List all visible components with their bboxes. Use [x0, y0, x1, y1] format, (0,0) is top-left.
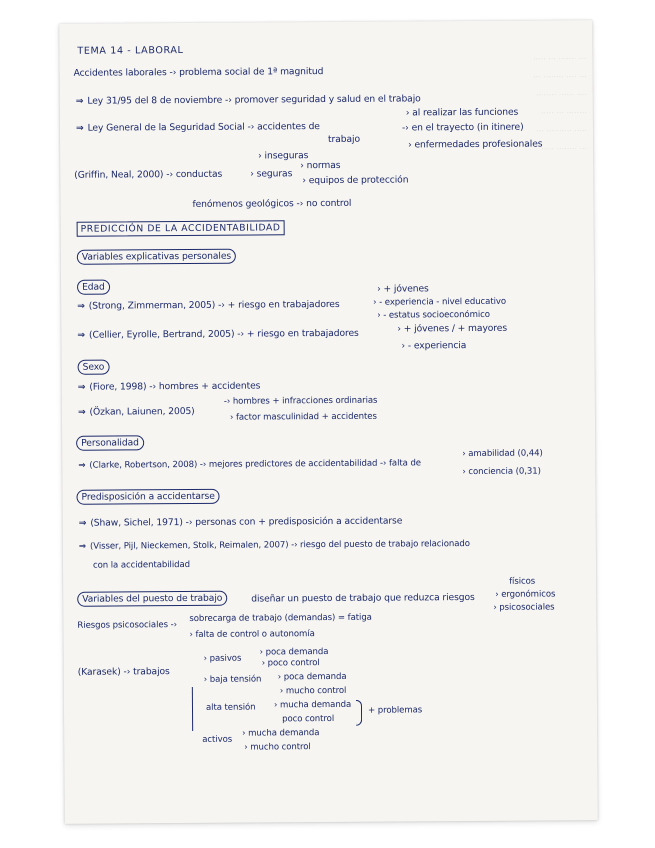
heading-predisposicion: Predisposición a accidentarse — [76, 491, 219, 503]
karasek-activos-demanda: › mucha demanda — [242, 728, 320, 739]
griffin-line: (Griffin, Neal, 2000) -› conductas — [74, 168, 223, 181]
griffin-normas: › normas — [300, 159, 341, 172]
karasek-activos: activos — [202, 734, 233, 745]
karasek-baja-control: › mucho control — [279, 685, 347, 697]
griffin-branch-inseguras: › inseguras — [258, 150, 309, 162]
cellier-branch-experiencia: › - experiencia — [401, 340, 467, 352]
ley-general-line: ⇒ Ley General de la Seguridad Social -› accidentes de — [75, 121, 320, 134]
ley-general-branch-1: › al realizar las funciones — [405, 106, 519, 119]
ozkan-branch-hombres: -› hombres + infracciones ordinarias — [223, 395, 378, 407]
riesgos-line: Riesgos psicosociales -› — [77, 620, 177, 631]
ley-general-branch-3: › enfermedades profesionales — [408, 138, 543, 151]
griffin-branch-seguras: › seguras — [250, 168, 293, 180]
karasek-bracket — [192, 687, 193, 731]
puesto-line: diseñar un puesto de trabajo que reduzca riesgos — [251, 591, 475, 605]
strong-branch-experiencia: › - experiencia - nivel educativo — [373, 296, 507, 308]
karasek-line: (Karasek) -› trabajos — [77, 666, 170, 678]
note-title: TEMA 14 - LABORAL — [77, 45, 184, 57]
fiore-line: ⇒ (Fiore, 1998) -› hombres + accidentes — [77, 380, 261, 393]
ley-general-branch-2: -› en el trayecto (in itinere) — [401, 121, 524, 134]
clarke-branch-amabilidad: › amabilidad (0,44) — [462, 448, 543, 460]
heading-variables-personales: Variables explicativas personales — [77, 251, 236, 263]
ozkan-branch-masculinidad: › factor masculinidad + accidentes — [229, 411, 377, 423]
clarke-line: ⇒ (Clarke, Robertson, 2008) -› mejores predictores de accidentabilidad -› falta de — [78, 458, 422, 471]
karasek-pasivos-control: › poco control — [261, 658, 320, 669]
cellier-line: ⇒ (Cellier, Eyrolle, Bertrand, 2005) -› + riesgo en trabajadores — [77, 327, 359, 341]
karasek-pasivos: › pasivos — [203, 653, 242, 664]
shaw-line: ⇒ (Shaw, Sichel, 1971) -› personas con + predisposición a accidentarse — [78, 515, 403, 529]
show-through-text: ··· ······· ··· ····· ··· ···· ········ ··· ···· ······ ········ ········ ··· ····· ····· ·········· ··· ··· ········ ····· — [533, 54, 588, 154]
heading-edad: Edad — [77, 282, 110, 293]
cellier-branch-jovenes-mayores: › + jóvenes / + mayores — [397, 322, 508, 335]
karasek-alta-control: poco control — [282, 713, 335, 725]
puesto-branch-ergonomicos: › ergonómicos — [495, 589, 556, 600]
intro-line: Accidentes laborales -› problema social de 1ª magnitud — [73, 66, 324, 79]
heading-personalidad: Personalidad — [76, 437, 144, 448]
clarke-branch-conciencia: › conciencia (0,31) — [462, 466, 541, 478]
ley-general-trabajo: trabajo — [327, 133, 361, 145]
puesto-branch-psicosociales: › psicosociales — [493, 602, 555, 613]
strong-line: ⇒ (Strong, Zimmerman, 2005) -› + riesgo en trabajadores — [77, 298, 340, 312]
karasek-baja-tension: › baja tensión — [203, 674, 262, 685]
visser-line: ⇒ (Visser, Pijl, Nieckemen, Stolk, Reimalen, 2007) -› riesgo del puesto de trabajo relacionado — [78, 539, 470, 552]
puesto-branch-fisicos: físicos — [509, 576, 536, 587]
ozkan-line: ⇒ (Özkan, Laiunen, 2005) — [77, 405, 195, 418]
heading-variables-puesto: Variables del puesto de trabajo — [77, 593, 227, 605]
karasek-curly-brace — [356, 700, 362, 726]
strong-branch-jovenes: › + jóvenes — [377, 283, 429, 295]
karasek-pasivos-demanda: › poca demanda — [259, 647, 329, 658]
karasek-alta-demanda: › mucha demanda — [273, 699, 352, 711]
griffin-fenomenos: fenómenos geológicos -› no control — [192, 197, 352, 210]
griffin-equipos: › equipos de protección — [302, 174, 409, 187]
heading-prediccion: PREDICCIÓN DE LA ACCIDENTABILIDAD — [77, 222, 285, 234]
notebook-page — [59, 20, 598, 824]
karasek-alta-tension: alta tensión — [205, 702, 256, 713]
riesgos-branch-control: › falta de control o autonomía — [189, 629, 315, 640]
heading-sexo: Sexo — [78, 362, 110, 373]
visser-line-cont: con la accidentabilidad — [92, 559, 191, 571]
strong-branch-estatus: › - estatus socioeconómico — [377, 309, 490, 321]
karasek-activos-control: › mucho control — [244, 742, 311, 753]
karasek-baja-demanda: › poca demanda — [277, 671, 347, 683]
riesgos-branch-sobrecarga: sobrecarga de trabajo (demandas) = fatiga — [189, 612, 372, 624]
ley-31-95-line: ⇒ Ley 31/95 del 8 de noviembre -› promover seguridad y salud en el trabajo — [75, 93, 421, 107]
karasek-problemas: + problemas — [367, 705, 423, 716]
